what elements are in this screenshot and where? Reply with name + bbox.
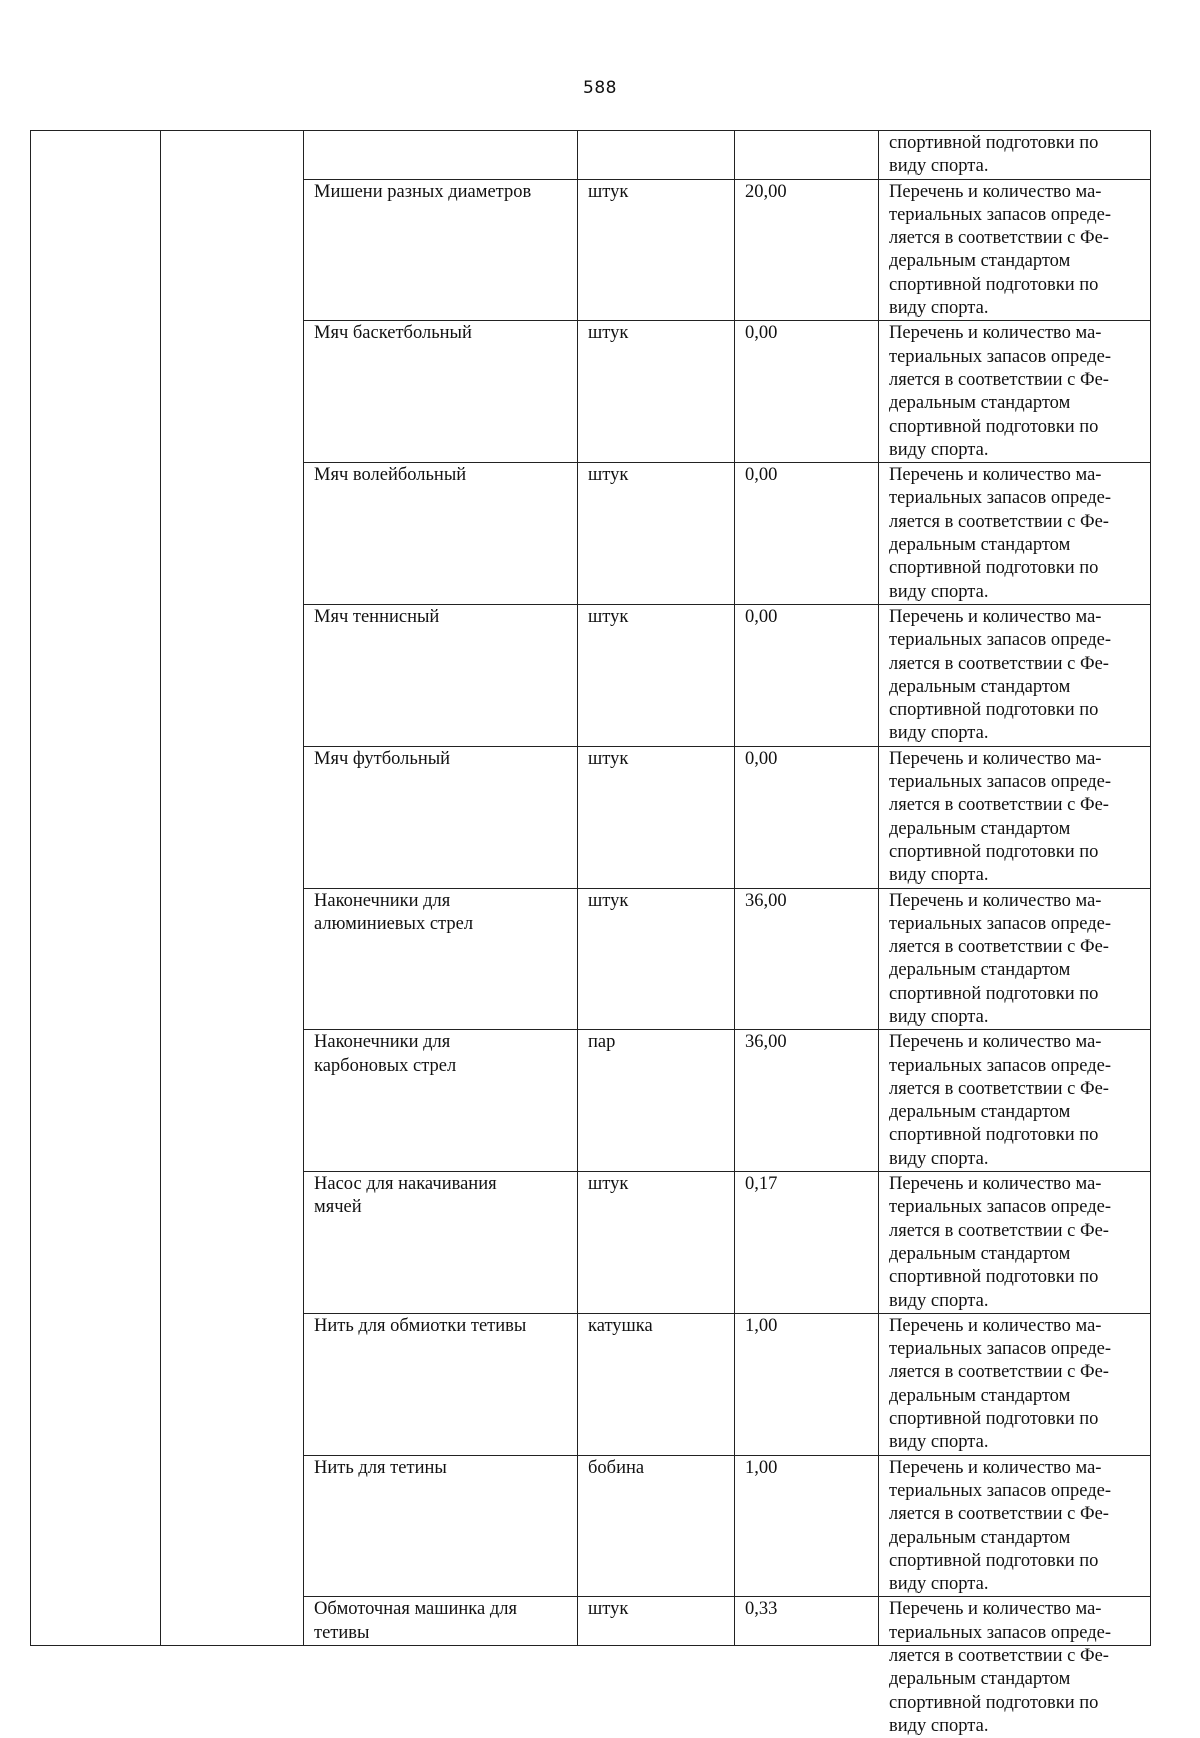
item-name: Мяч футбольный (314, 748, 451, 769)
qty-cell (735, 604, 879, 746)
note-text: Перечень и количество ма- териальных запасов опреде- ляется в соответствии с Фе- деральным стандартом спортивной подготовки по виду спорта. (889, 1599, 1112, 1736)
name-cell (304, 746, 578, 888)
name-cell (304, 1172, 578, 1314)
item-name: Мяч баскетбольный (314, 323, 472, 344)
unit-cell (578, 1030, 735, 1172)
qty-cell (735, 131, 879, 180)
note-text: Перечень и количество ма- териальных запасов опреде- ляется в соответствии с Фе- деральным стандартом спортивной подготовки по виду спорта. (889, 1174, 1112, 1311)
item-unit: штук (588, 748, 629, 769)
unit-cell (578, 1597, 735, 1646)
name-cell (304, 604, 578, 746)
item-name: Мишени разных диаметров (314, 181, 532, 202)
note-cell (879, 131, 1151, 180)
note-cell (879, 746, 1151, 888)
note-cell (879, 888, 1151, 1030)
table-row-continued (31, 131, 1151, 180)
item-qty: 36,00 (745, 890, 787, 911)
unit-cell (578, 1455, 735, 1597)
item-qty: 20,00 (745, 181, 787, 202)
page-number: 588 (583, 78, 617, 98)
note-text: Перечень и количество ма- териальных запасов опреде- ляется в соответствии с Фе- деральным стандартом спортивной подготовки по виду спорта. (889, 606, 1112, 744)
note-text: Перечень и количество ма- териальных запасов опреде- ляется в соответствии с Фе- деральным стандартом спортивной подготовки по виду спорта. (889, 748, 1112, 886)
qty-cell (735, 1455, 879, 1597)
item-unit: штук (588, 323, 629, 344)
qty-cell (735, 1313, 879, 1455)
item-unit: штук (588, 1599, 629, 1620)
unit-cell (578, 321, 735, 463)
qty-cell (735, 888, 879, 1030)
item-unit: бобина (588, 1457, 645, 1478)
note-cell (879, 604, 1151, 746)
qty-cell (735, 1597, 879, 1646)
note-cell (879, 463, 1151, 605)
unit-cell (578, 131, 735, 180)
item-name: Насос для накачивания мячей (314, 1174, 497, 1218)
note-text: спортивной подготовки по виду спорта. (889, 133, 1099, 177)
qty-cell (735, 1172, 879, 1314)
unit-cell (578, 746, 735, 888)
note-text: Перечень и количество ма- териальных запасов опреде- ляется в соответствии с Фе- деральным стандартом спортивной подготовки по виду спорта. (889, 890, 1112, 1027)
qty-cell (735, 1030, 879, 1172)
col1-cell (31, 131, 161, 1646)
note-text: Перечень и количество ма- териальных запасов опреде- ляется в соответствии с Фе- деральным стандартом спортивной подготовки по виду спорта. (889, 181, 1112, 319)
item-qty: 0,00 (745, 748, 778, 769)
col2-cell (161, 131, 304, 1646)
unit-cell (578, 179, 735, 321)
unit-cell (578, 1313, 735, 1455)
item-unit: штук (588, 890, 629, 911)
name-cell (304, 1030, 578, 1172)
item-qty: 1,00 (745, 1457, 778, 1478)
note-cell (879, 179, 1151, 321)
materials-table (30, 130, 1151, 1736)
note-cell (879, 1030, 1151, 1172)
qty-cell (735, 746, 879, 888)
qty-cell (735, 321, 879, 463)
qty-cell (735, 179, 879, 321)
item-qty: 0,00 (745, 323, 778, 344)
item-name: Мяч теннисный (314, 606, 440, 627)
item-unit: пар (588, 1032, 616, 1053)
note-text: Перечень и количество ма- териальных запасов опреде- ляется в соответствии с Фе- деральным стандартом спортивной подготовки по виду спорта. (889, 323, 1112, 460)
unit-cell (578, 888, 735, 1030)
item-qty: 0,17 (745, 1174, 778, 1195)
note-cell (879, 1455, 1151, 1597)
item-unit: штук (588, 465, 629, 486)
note-cell (879, 1172, 1151, 1314)
unit-cell (578, 463, 735, 605)
item-qty: 0,00 (745, 465, 778, 486)
unit-cell (578, 604, 735, 746)
item-unit: штук (588, 181, 629, 202)
item-name: Наконечники для карбоновых стрел (314, 1032, 457, 1076)
name-cell (304, 1313, 578, 1455)
item-name: Обмоточная машинка для тетивы (314, 1599, 518, 1643)
item-qty: 1,00 (745, 1315, 778, 1336)
item-name: Нить для тетины (314, 1457, 447, 1478)
item-unit: штук (588, 1174, 629, 1195)
name-cell (304, 131, 578, 180)
item-name: Наконечники для алюминиевых стрел (314, 890, 474, 934)
name-cell (304, 888, 578, 1030)
item-qty: 0,33 (745, 1599, 778, 1620)
item-unit: катушка (588, 1315, 653, 1336)
qty-cell (735, 463, 879, 605)
item-unit: штук (588, 606, 629, 627)
note-text: Перечень и количество ма- териальных запасов опреде- ляется в соответствии с Фе- деральным стандартом спортивной подготовки по виду спорта. (889, 1315, 1112, 1453)
item-qty: 36,00 (745, 1032, 787, 1053)
item-name: Мяч волейбольный (314, 465, 467, 486)
unit-cell (578, 1172, 735, 1314)
item-name: Нить для обмиотки тетивы (314, 1315, 527, 1336)
name-cell (304, 321, 578, 463)
name-cell (304, 463, 578, 605)
name-cell (304, 1597, 578, 1646)
item-qty: 0,00 (745, 606, 778, 627)
name-cell (304, 1455, 578, 1597)
note-text: Перечень и количество ма- териальных запасов опреде- ляется в соответствии с Фе- деральным стандартом спортивной подготовки по виду спорта. (889, 1032, 1112, 1169)
note-text: Перечень и количество ма- териальных запасов опреде- ляется в соответствии с Фе- деральным стандартом спортивной подготовки по виду спорта. (889, 1457, 1112, 1595)
note-cell (879, 1313, 1151, 1455)
name-cell (304, 179, 578, 321)
note-cell (879, 1597, 1151, 1736)
note-cell (879, 321, 1151, 463)
note-text: Перечень и количество ма- териальных запасов опреде- ляется в соответствии с Фе- деральным стандартом спортивной подготовки по виду спорта. (889, 465, 1112, 602)
